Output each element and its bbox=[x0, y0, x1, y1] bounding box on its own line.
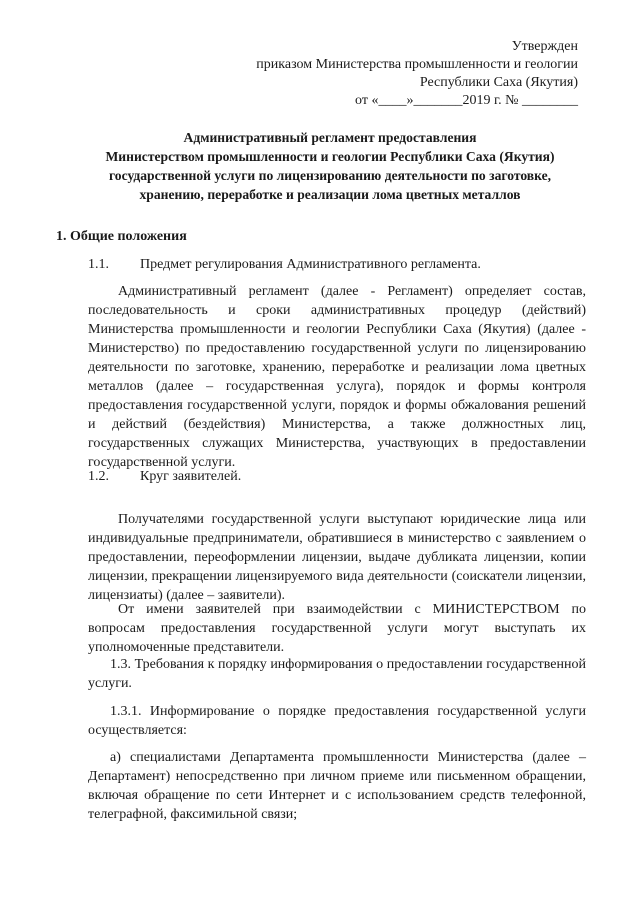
subsection-1-1-heading bbox=[88, 256, 481, 274]
subsection-1-3-1-text: 1.3.1. Информирование о порядке предоставления государственной услуги осуществляется: bbox=[88, 704, 586, 738]
subsection-1-1-text: Административный регламент (далее - Регламент) определяет состав, последовательность и сроки административных процедур (действий) Министерства промышленности и геологии Республики Саха (Якутия) (далее - Министерство) по предоставлению государственной услуги по лицензированию деятельности по заготовке, хранению, переработке и реализации лома цветных металлов (далее – государственная услуга), порядок и формы контроля предоставления государственной услуги, порядок и формы обжалования решений и действий (бездействия) Министерства, а также должностных лиц, государственных служащих Министерства, участвующих в предоставлении государственной услуги. bbox=[88, 284, 586, 470]
approval-line-4: от «____»_______2019 г. № ________ bbox=[355, 93, 578, 108]
section-1-heading: 1. Общие положения bbox=[56, 229, 187, 244]
approval-line-3: Республики Саха (Якутия) bbox=[419, 75, 578, 90]
subsection-1-2-text-2: От имени заявителей при взаимодействии с МИНИСТЕРСТВОМ по вопросам предоставления государственной услуги могут выступать их уполномоченные представители. bbox=[88, 602, 586, 655]
subsection-1-2-text-1: Получателями государственной услуги выступают юридические лица или индивидуальные предприниматели, обратившиеся в министерство с заявлением о предоставлении, переоформлении лицензии, выдаче дубликата лицензии, копии лицензии, прекращении лицензируемого вида деятельности (соискатели лицензии, лицензиаты) (далее – заявители). bbox=[88, 512, 586, 603]
subsection-1-1-number: 1.1. bbox=[88, 257, 109, 272]
title-line-3: государственной услуги по лицензированию деятельности по заготовке, bbox=[108, 168, 552, 183]
subsection-1-3-text: 1.3. Требования к порядку информирования о предоставлении государственной услуги. bbox=[88, 657, 586, 691]
title-line-4: хранению, переработке и реализации лома цветных металлов bbox=[139, 187, 521, 202]
item-a-text: а) специалистами Департамента промышленности Министерства (далее – Департамент) непосредственно при личном приеме или письменном обращении, включая обращение по сети Интернет и с использованием средств телефонной, телеграфной, факсимильной связи; bbox=[88, 750, 586, 822]
title-line-1: Административный регламент предоставления bbox=[183, 130, 477, 145]
title-line-2: Министерством промышленности и геологии Республики Саха (Якутия) bbox=[105, 149, 555, 164]
approval-stamp bbox=[256, 38, 578, 110]
subsection-1-1-label: Предмет регулирования Административного регламента. bbox=[140, 257, 481, 272]
subsection-1-2-heading bbox=[88, 468, 241, 486]
subsection-1-2-number: 1.2. bbox=[88, 469, 109, 484]
document-title bbox=[70, 128, 590, 204]
subsection-1-2-label: Круг заявителей. bbox=[140, 469, 242, 484]
approval-line-2: приказом Министерства промышленности и геологии bbox=[256, 57, 578, 72]
approval-line-1: Утвержден bbox=[511, 39, 578, 54]
